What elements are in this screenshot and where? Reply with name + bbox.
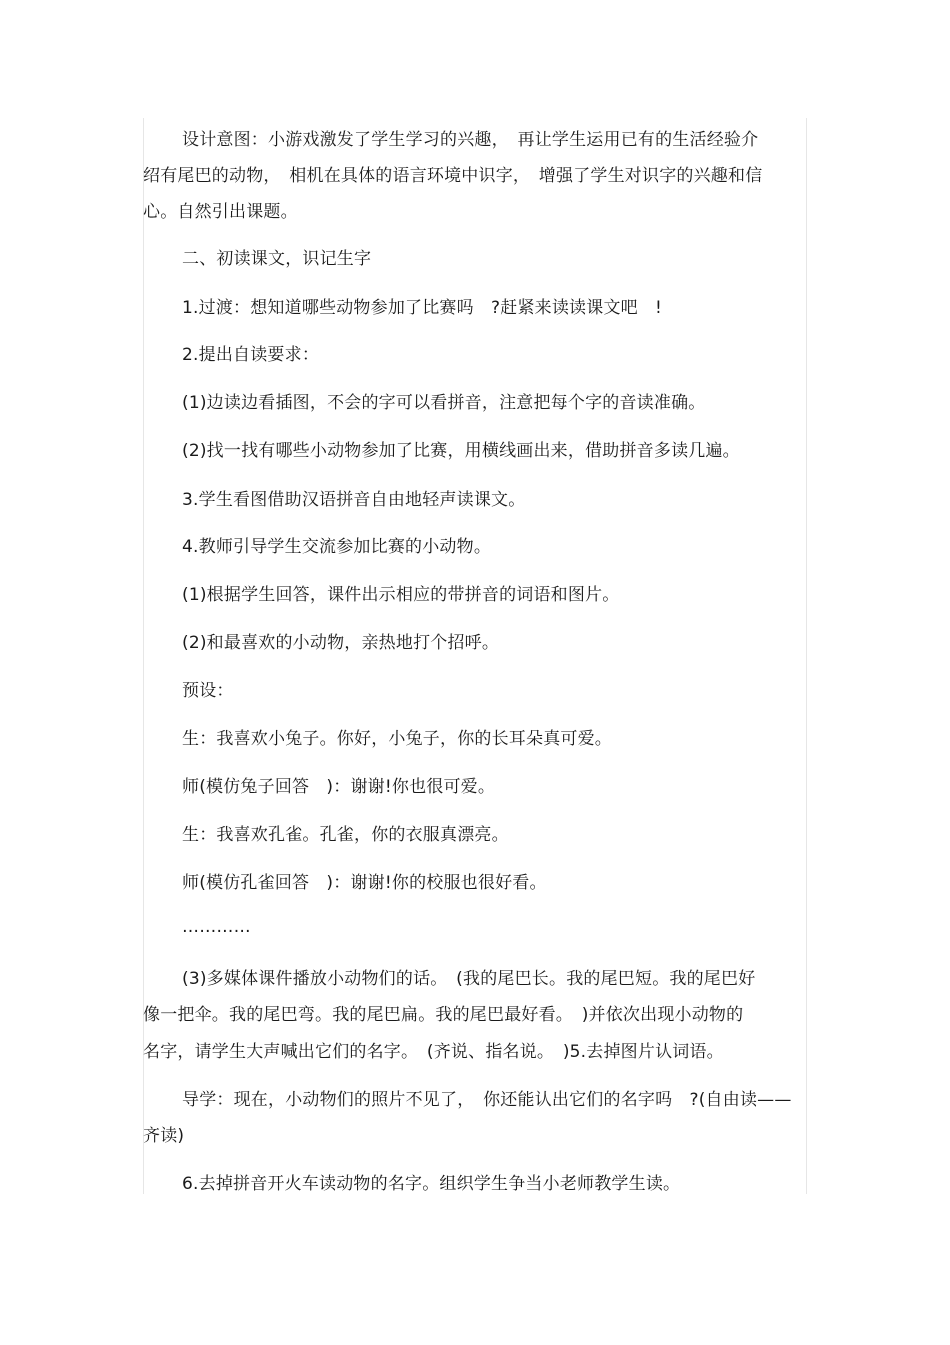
- design-intent-line-3: 心。自然引出课题。: [143, 202, 298, 222]
- left-margin-line: [143, 118, 144, 1194]
- step-1-transition: 1.过渡：想知道哪些动物参加了比赛吗 ?赶紧来读读课文吧 !: [182, 298, 663, 318]
- design-intent-line-1: 设计意图：小游戏激发了学生学习的兴趣， 再让学生运用已有的生活经验介: [182, 130, 759, 150]
- guide-line-1: 导学：现在，小动物们的照片不见了， 你还能认出它们的名字吗 ?(自由读——: [182, 1090, 792, 1110]
- step-2-item-1: (1)边读边看插图，不会的字可以看拼音，注意把每个字的音读准确。: [182, 393, 706, 413]
- step-4-item-2: (2)和最喜欢的小动物，亲热地打个招呼。: [182, 633, 500, 653]
- dialogue-student-2: 生：我喜欢孔雀。孔雀，你的衣服真漂亮。: [182, 825, 509, 845]
- step-4-item-3-line-1: (3)多媒体课件播放小动物们的话。 (我的尾巴长。我的尾巴短。我的尾巴好: [182, 969, 756, 989]
- step-3: 3.学生看图借助汉语拼音自由地轻声读课文。: [182, 490, 526, 510]
- step-2-item-2: (2)找一找有哪些小动物参加了比赛，用横线画出来，借助拼音多读几遍。: [182, 441, 740, 461]
- design-intent-line-2: 绍有尾巴的动物， 相机在具体的语言环境中识字， 增强了学生对识字的兴趣和信: [143, 166, 763, 186]
- step-6: 6.去掉拼音开火车读动物的名字。组织学生争当小老师教学生读。: [182, 1174, 681, 1194]
- preset-label: 预设：: [182, 681, 234, 701]
- dialogue-student-1: 生：我喜欢小兔子。你好，小兔子，你的长耳朵真可爱。: [182, 729, 612, 749]
- step-4-heading: 4.教师引导学生交流参加比赛的小动物。: [182, 537, 492, 557]
- right-margin-line: [806, 118, 807, 1194]
- step-2-heading: 2.提出自读要求：: [182, 345, 320, 365]
- step-4-item-3-line-2: 像一把伞。我的尾巴弯。我的尾巴扁。我的尾巴最好看。 )并依次出现小动物的: [143, 1005, 744, 1025]
- dialogue-teacher-1: 师(模仿兔子回答 )：谢谢!你也很可爱。: [182, 777, 496, 797]
- guide-line-2: 齐读): [143, 1126, 185, 1146]
- dialogue-teacher-2: 师(模仿孔雀回答 )：谢谢!你的校服也很好看。: [182, 873, 547, 893]
- section-heading: 二、初读课文，识记生字: [182, 249, 372, 269]
- step-4-item-3-line-3: 名字，请学生大声喊出它们的名字。 (齐说、指名说。 )5.去掉图片认词语。: [143, 1042, 724, 1062]
- ellipsis: …………: [182, 917, 251, 937]
- step-4-item-1: (1)根据学生回答，课件出示相应的带拼音的词语和图片。: [182, 585, 620, 605]
